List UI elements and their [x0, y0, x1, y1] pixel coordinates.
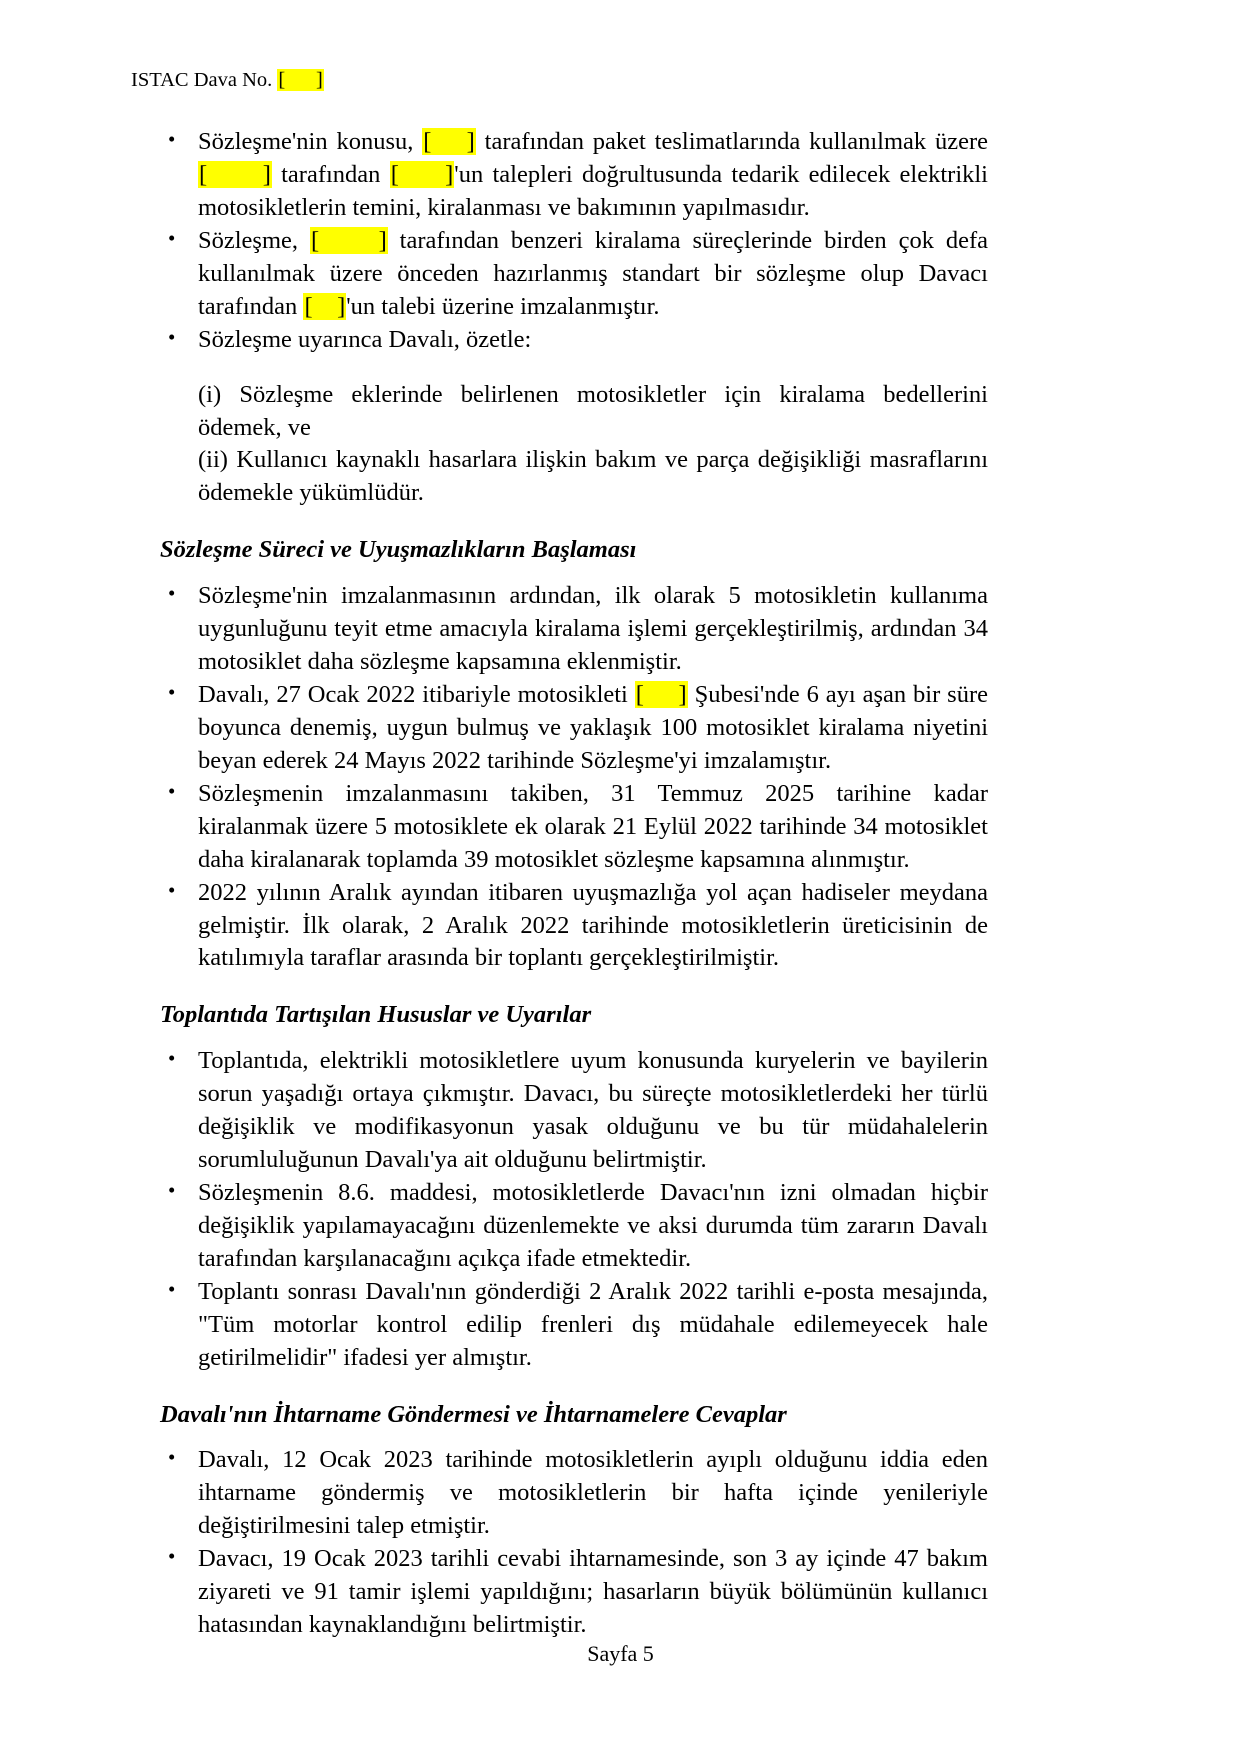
redacted-text: [ ] [304, 292, 346, 320]
list-item [160, 324, 988, 357]
section-heading-meeting-topics: Toplantıda Tartışılan Hususlar ve Uyarılar [160, 1001, 592, 1029]
list-item-text: Davalı, 12 Ocak 2023 tarihinde motosikletlerin ayıplı olduğunu iddia eden ihtarname göndermiş ve motosikletlerin bir hafta içinde yenileriyle değiştirilmesini talep etmiştir. [198, 1446, 988, 1540]
redacted-text: [ ] [635, 680, 687, 708]
redacted-text: [ ] [423, 128, 475, 155]
intro-bullet-list [160, 126, 988, 357]
list-item [160, 1276, 988, 1375]
case-number-header [131, 68, 324, 93]
list-item-text: Sözleşme'nin konusu, [198, 128, 423, 155]
list-item-text: tarafından [271, 160, 390, 188]
list-item-text: Sözleşmenin imzalanmasını takiben, 31 Temmuz 2025 tarihine kadar kiralanmak üzere 5 motosiklete ek olarak 21 Eylül 2022 tarihinde 34 motosiklet daha kiralanarak toplamda 39 motosiklet sözleşme kapsamına alınmıştır. [198, 779, 988, 873]
list-item-text: Sözleşme'nin imzalanmasının ardından, ilk olarak 5 motosikletin kullanıma uygunluğunu teyit etme amacıyla kiralama işlemi gerçekleştirilmiş, ardından 34 motosiklet daha sözleşme kapsamına eklenmiştir. [198, 582, 988, 676]
list-item [160, 877, 988, 976]
redacted-text: [ ] [199, 160, 271, 188]
sub-item-ii: (ii) Kullanıcı kaynaklı hasarlara ilişkin bakım ve parça değişikliği masraflarını ödemekle yükümlüdür. [198, 446, 988, 507]
sub-item-group [160, 379, 988, 511]
list-item [160, 1045, 988, 1177]
section1-bullet-list [160, 580, 988, 975]
page-number-label: Sayfa 5 [587, 1641, 654, 1666]
list-item [160, 1543, 988, 1642]
list-item-text: Toplantıda, elektrikli motosikletlere uyum konusunda kuryelerin ve bayilerin sorun yaşadığı ortaya çıkmıştır. Davacı, bu süreçte motosikletlerdeki her türlü değişiklik ve modifikasyonun yasak olduğunu ve bu tür müdahalelerin sorumluluğunun Davalı'ya ait olduğunu belirtmiştir. [198, 1047, 988, 1174]
list-item-text: Şubesi'nde 6 ayı aşan bir süre boyunca denemiş, uygun bulmuş ve yaklaşık 100 motosiklet kiralama niyetini beyan ederek 24 Mayıs 2022 tarihinde Sözleşme'yi imzalamıştır. [198, 680, 988, 774]
list-item [160, 1177, 988, 1276]
section-heading-contract-process: Sözleşme Süreci ve Uyuşmazlıkların Başlaması [160, 536, 637, 564]
list-item [160, 580, 988, 679]
list-item-text: 'un talepleri doğrultusunda tedarik edilecek elektrikli motosikletlerin temini, kiralanması ve bakımının yapılmasıdır. [198, 160, 988, 221]
page-footer [0, 1641, 1241, 1667]
list-item-text: tarafından benzeri kiralama süreçlerinde birden çok defa kullanılmak üzere önceden hazırlanmış standart bir sözleşme olup Davacı tarafından [198, 226, 988, 320]
section3-bullet-list [160, 1444, 988, 1642]
document-body [160, 126, 988, 1642]
list-item-text: Davalı, 27 Ocak 2022 itibariyle motosikleti [198, 680, 635, 708]
list-item-text: tarafından paket teslimatlarında kullanılmak üzere [475, 128, 988, 155]
list-item [160, 126, 988, 225]
list-item-text: 2022 yılının Aralık ayından itibaren uyuşmazlığa yol açan hadiseler meydana gelmiştir. İlk olarak, 2 Aralık 2022 tarihinde motosikletlerin üreticisinin de katılımıyla taraflar arasında bir toplantı gerçekleştirilmiştir. [198, 878, 988, 972]
list-item [160, 1444, 988, 1543]
redacted-text: [ ] [310, 226, 387, 254]
list-item-text: Toplantı sonrası Davalı'nın gönderdiği 2 Aralık 2022 tarihli e-posta mesajında, "Tüm motorlar kontrol edilip frenleri dış müdahale edilemeyecek hale getirilmelidir" ifadesi yer almıştır. [198, 1277, 988, 1371]
list-item [160, 679, 988, 778]
section2-bullet-list [160, 1045, 988, 1374]
section-heading-notices-replies: Davalı'nın İhtarname Göndermesi ve İhtarnamelere Cevaplar [160, 1400, 787, 1428]
list-item [160, 778, 988, 877]
redacted-text: [ ] [390, 160, 454, 188]
sub-item-i: (i) Sözleşme eklerinde belirlenen motosikletler için kiralama bedellerini ödemek, ve [198, 380, 988, 441]
redacted-case-number: [ ] [278, 69, 323, 91]
list-item-text: Sözleşme, [198, 226, 310, 254]
case-number-label: ISTAC Dava No. [131, 69, 273, 91]
list-item-text: 'un talebi üzerine imzalanmıştır. [346, 292, 660, 320]
list-item-text: Davacı, 19 Ocak 2023 tarihli cevabi ihtarnamesinde, son 3 ay içinde 47 bakım ziyareti ve 91 tamir işlemi yapıldığını; hasarların büyük bölümünün kullanıcı hatasından kaynaklandığını belirtmiştir. [198, 1545, 988, 1639]
list-item-text: Sözleşme uyarınca Davalı, özetle: [198, 325, 532, 353]
list-item [160, 225, 988, 324]
list-item-text: Sözleşmenin 8.6. maddesi, motosikletlerde Davacı'nın izni olmadan hiçbir değişiklik yapılamayacağını düzenlemekte ve aksi durumda tüm zararın Davalı tarafından karşılanacağını açıkça ifade etmektedir. [198, 1179, 988, 1272]
